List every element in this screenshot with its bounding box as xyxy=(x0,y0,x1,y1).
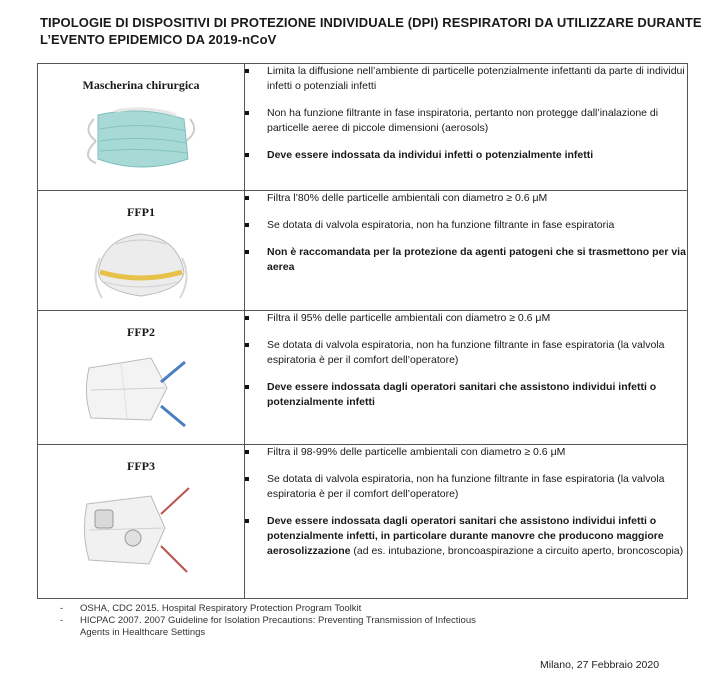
list-item xyxy=(245,472,687,502)
point-text: Deve essere indossata da individui infetti o potenzialmente infetti xyxy=(267,149,594,161)
table-row-ffp2 xyxy=(38,311,688,445)
dpi-table xyxy=(37,63,688,599)
mask-name: Mascherina chirurgica xyxy=(82,78,200,92)
reference-item xyxy=(60,615,480,639)
point-text: Filtra il 98-99% delle particelle ambientali con diametro ≥ 0.6 μM xyxy=(267,446,566,458)
list-item xyxy=(245,338,687,368)
mask-name: FFP1 xyxy=(127,205,155,219)
point-list xyxy=(245,445,687,559)
mask-name: FFP2 xyxy=(127,325,155,339)
bullet-icon xyxy=(245,111,249,115)
ffp2-respirator-icon xyxy=(81,348,201,432)
point-bold-text: Deve essere indossata dagli operatori sanitari che assistono individui infetti o potenzialmente infetti, in particolare durante manovre che producono maggiore aerosolizzazione xyxy=(267,515,664,557)
point-text: (ad es. intubazione, broncoaspirazione a circuito aperto, broncoscopia) xyxy=(350,545,684,557)
point-text: Se dotata di valvola espiratoria, non ha funzione filtrante in fase espiratoria (la valvola espiratoria è per il comfort dell’operatore) xyxy=(267,473,665,500)
list-item xyxy=(245,514,687,559)
point-text: Se dotata di valvola espiratoria, non ha funzione filtrante in fase espiratoria xyxy=(267,219,615,231)
point-text: Limita la diffusione nell’ambiente di particelle potenzialmente infettanti da parte di individui infetti o potenziali infetti xyxy=(267,65,685,92)
list-item xyxy=(245,218,687,233)
bullet-icon xyxy=(245,477,249,481)
list-item xyxy=(245,380,687,410)
list-item xyxy=(245,64,687,94)
reference-text: OSHA, CDC 2015. Hospital Respiratory Protection Program Toolkit xyxy=(80,603,362,614)
bullet-icon xyxy=(245,223,249,227)
bullet-icon xyxy=(245,316,249,320)
list-item xyxy=(245,445,687,460)
bullet-icon xyxy=(245,385,249,389)
list-item xyxy=(245,311,687,326)
info-cell xyxy=(245,445,688,599)
reference-text: HICPAC 2007. 2007 Guideline for Isolation Precautions: Preventing Transmission of Infectious Agents in Healthcare Settings xyxy=(80,615,476,638)
reference-item xyxy=(60,603,480,615)
title-line-1: TIPOLOGIE DI DISPOSITIVI DI PROTEZIONE INDIVIDUALE (DPI) RESPIRATORI DA UTILIZZARE DURANTE xyxy=(40,15,702,30)
mask-cell xyxy=(38,311,245,445)
references xyxy=(60,603,480,639)
bullet-icon xyxy=(245,69,249,73)
mask-cell xyxy=(38,445,245,599)
list-item xyxy=(245,148,687,163)
table-row-ffp3 xyxy=(38,445,688,599)
point-text: Non è raccomandata per la protezione da agenti patogeni che si trasmettono per via aerea xyxy=(267,246,686,273)
mask-name: FFP3 xyxy=(127,459,155,473)
list-item xyxy=(245,191,687,206)
bullet-icon xyxy=(245,519,249,523)
date-signature: Milano, 27 Febbraio 2020 xyxy=(540,659,660,671)
point-text: Filtra il 95% delle particelle ambientali con diametro ≥ 0.6 μM xyxy=(267,312,551,324)
document-title xyxy=(40,14,702,48)
title-line-2: L’EVENTO EPIDEMICO DA 2019-nCoV xyxy=(40,32,277,47)
info-cell xyxy=(245,191,688,311)
bullet-icon xyxy=(245,450,249,454)
reference-marker: - xyxy=(60,615,64,626)
list-item xyxy=(245,245,687,275)
mask-cell xyxy=(38,191,245,311)
table-row-ffp1 xyxy=(38,191,688,311)
bullet-icon xyxy=(245,343,249,347)
ffp3-respirator-icon xyxy=(81,482,201,578)
point-text: Se dotata di valvola espiratoria, non ha funzione filtrante in fase espiratoria (la valvola espiratoria è per il comfort dell’operatore) xyxy=(267,339,665,366)
point-text: Deve essere indossata dagli operatori sanitari che assistono individui infetti o potenzialmente infetti xyxy=(267,381,657,408)
info-cell xyxy=(245,311,688,445)
surgical-mask-icon xyxy=(76,101,206,179)
bullet-icon xyxy=(245,153,249,157)
bullet-icon xyxy=(245,250,249,254)
point-list xyxy=(245,191,687,275)
info-cell xyxy=(245,64,688,191)
ffp1-respirator-icon xyxy=(86,228,196,306)
bullet-icon xyxy=(245,196,249,200)
mask-cell xyxy=(38,64,245,191)
point-text: Non ha funzione filtrante in fase inspiratoria, pertanto non protegge dall’inalazione di particelle aeree di piccole dimensioni (aerosols) xyxy=(267,107,659,134)
reference-marker: - xyxy=(60,603,64,614)
table-row-surgical-mask xyxy=(38,64,688,191)
point-list xyxy=(245,311,687,410)
point-list xyxy=(245,64,687,163)
point-text: Filtra l’80% delle particelle ambientali con diametro ≥ 0.6 μM xyxy=(267,192,548,204)
list-item xyxy=(245,106,687,136)
